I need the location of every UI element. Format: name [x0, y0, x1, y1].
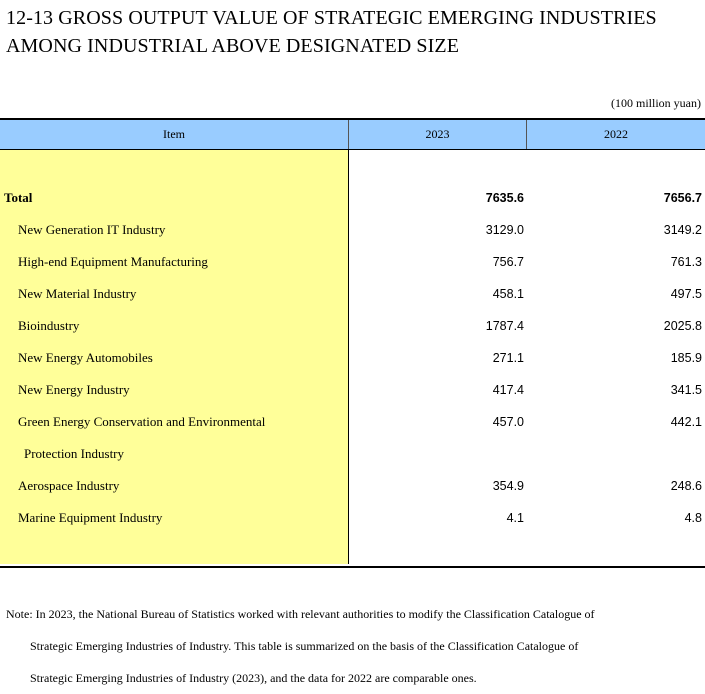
- row-label: Marine Equipment Industry: [18, 510, 163, 525]
- footnote: [6, 598, 701, 694]
- table-row: [0, 374, 705, 406]
- value-2023: 354.9: [492, 479, 524, 493]
- title-line-2: AMONG INDUSTRIAL ABOVE DESIGNATED SIZE: [6, 35, 460, 57]
- table-row: [0, 278, 705, 310]
- value-2022: 3149.2: [663, 223, 702, 237]
- value-2023: 1787.4: [485, 319, 524, 333]
- row-label: New Energy Industry: [18, 382, 130, 397]
- row-label: Green Energy Conservation and Environmental: [18, 414, 266, 429]
- table-row: [0, 310, 705, 342]
- row-label: Bioindustry: [18, 318, 80, 333]
- value-2023: 271.1: [492, 351, 524, 365]
- row-label: New Generation IT Industry: [18, 222, 166, 237]
- table-header: [0, 120, 705, 150]
- header-item: Item: [163, 127, 185, 141]
- table-row: [0, 406, 705, 438]
- value-2022: 2025.8: [663, 319, 702, 333]
- value-2022: 497.5: [670, 287, 702, 301]
- value-2022: 761.3: [670, 255, 702, 269]
- value-2022: 442.1: [670, 415, 702, 429]
- table-row: [0, 470, 705, 502]
- header-2022: 2022: [604, 127, 628, 141]
- header-2023: 2023: [425, 127, 450, 141]
- value-2023: 457.0: [492, 415, 524, 429]
- value-2023: 458.1: [492, 287, 524, 301]
- value-2022: 248.6: [670, 479, 702, 493]
- table-row: [0, 502, 705, 534]
- footnote-line-1: Note: In 2023, the National Bureau of Statistics worked with relevant authorities to modify the Classification Catalogue of: [6, 607, 595, 621]
- table-row: [0, 342, 705, 374]
- row-label: Protection Industry: [24, 446, 125, 461]
- data-table: [0, 118, 705, 568]
- value-2022: 7656.7: [663, 191, 702, 205]
- row-label: High-end Equipment Manufacturing: [18, 254, 208, 269]
- table-row: [0, 246, 705, 278]
- row-label: New Material Industry: [18, 286, 137, 301]
- footnote-line-2: Strategic Emerging Industries of Industry. This table is summarized on the basis of the Classification Catalogue of: [30, 639, 579, 653]
- table-row: [0, 214, 705, 246]
- unit-label: (100 million yuan): [611, 96, 701, 110]
- table-row-total: [0, 182, 705, 214]
- row-label: Aerospace Industry: [18, 478, 120, 493]
- value-2023: 7635.6: [485, 191, 524, 205]
- table-row-continuation: [0, 438, 705, 470]
- row-label: Total: [4, 190, 33, 205]
- value-2022: 185.9: [670, 351, 702, 365]
- page-title: [6, 4, 696, 60]
- value-2022: 341.5: [670, 383, 702, 397]
- header-divider: [348, 120, 349, 149]
- footnote-line-3: Strategic Emerging Industries of Industry (2023), and the data for 2022 are comparable ones.: [30, 671, 477, 685]
- value-2023: 417.4: [492, 383, 524, 397]
- row-label: New Energy Automobiles: [18, 350, 153, 365]
- value-2023: 756.7: [492, 255, 524, 269]
- header-divider: [526, 120, 527, 149]
- value-2023: 4.1: [506, 511, 524, 525]
- value-2022: 4.8: [684, 511, 702, 525]
- value-2023: 3129.0: [485, 223, 524, 237]
- title-line-1: 12-13 GROSS OUTPUT VALUE OF STRATEGIC EMERGING INDUSTRIES: [6, 7, 657, 29]
